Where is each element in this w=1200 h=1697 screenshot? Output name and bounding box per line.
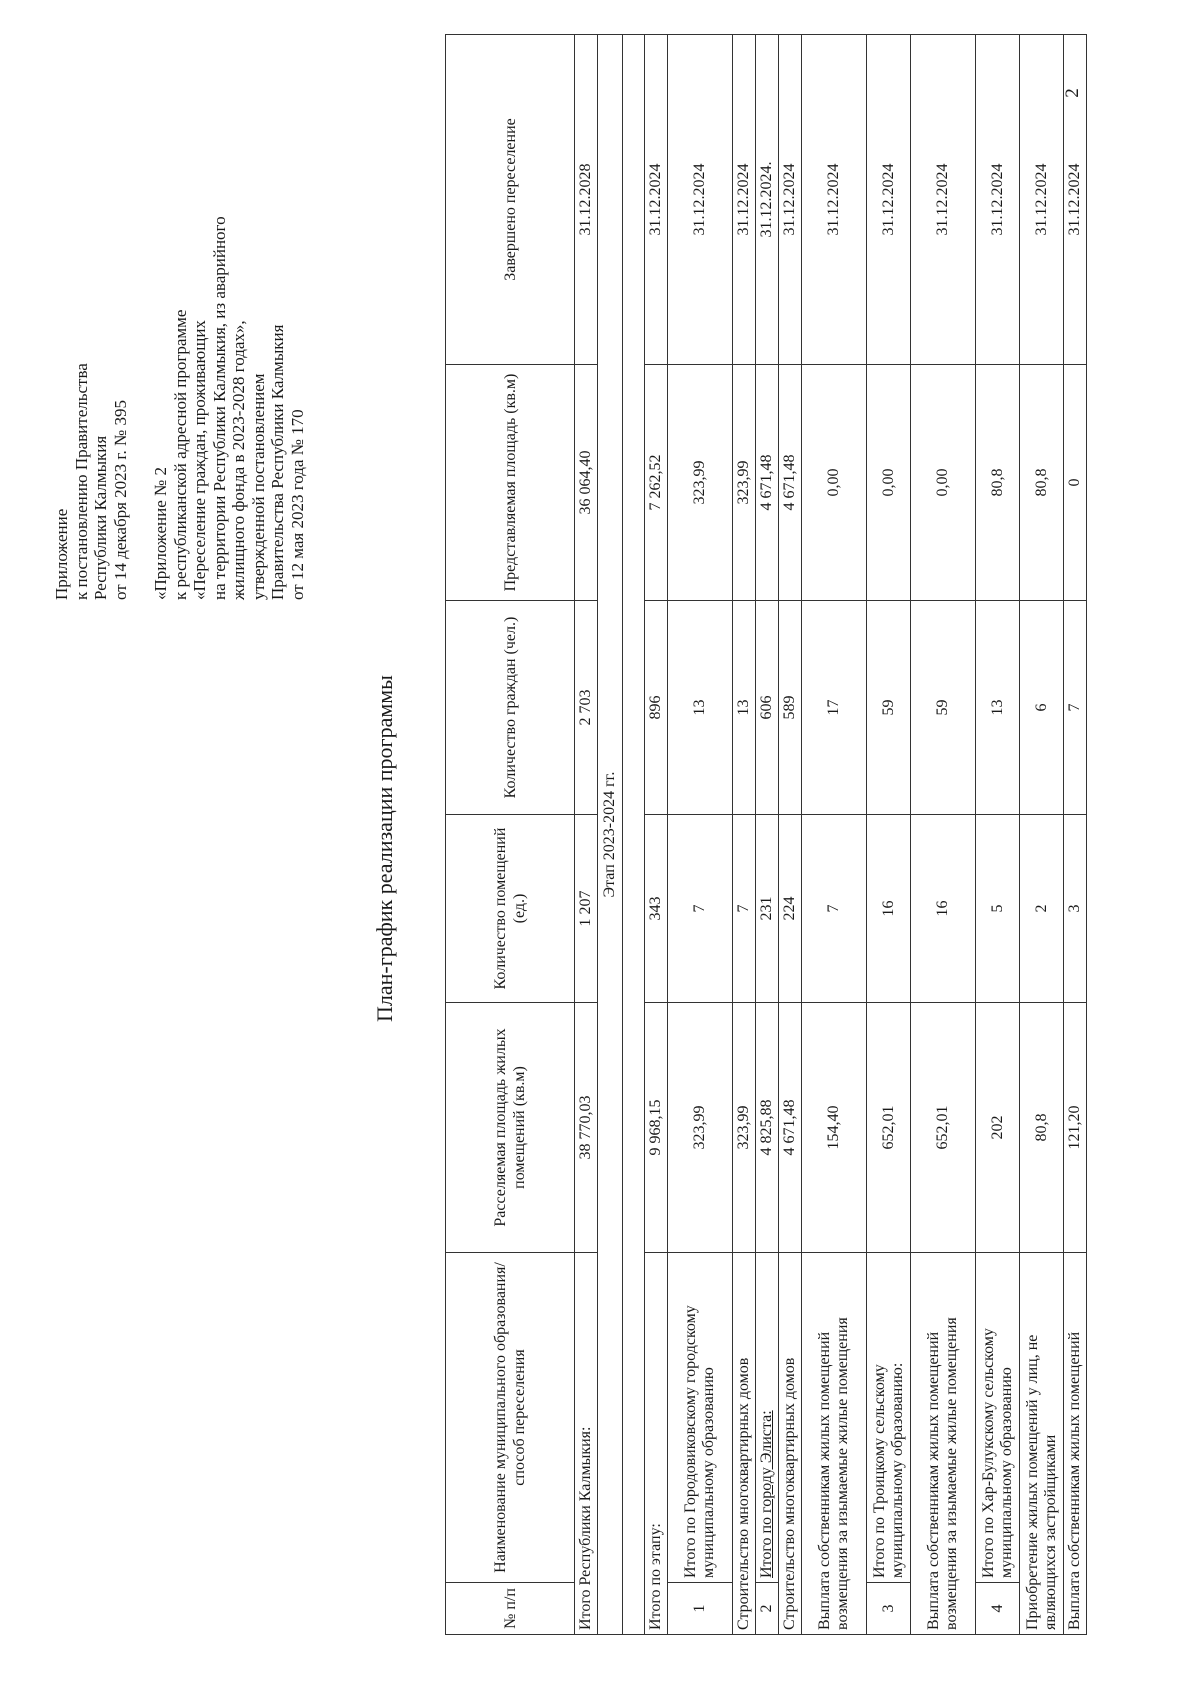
header-citizens: Количество граждан (чел.): [446, 601, 575, 815]
approval-line: от 14 декабря 2023 г. № 395: [110, 400, 130, 600]
page-number: 2: [1061, 88, 1083, 98]
table-row: [802, 35, 867, 1635]
row-area-resettled: 121,20: [1064, 1003, 1087, 1253]
row-name: Итого по Хар-Булукскому сельскому муниципальному образованию: [976, 1253, 1020, 1583]
row-completed: 31.12.2024: [867, 35, 911, 365]
row-area-resettled: 202: [976, 1003, 1020, 1253]
row-completed: 31.12.2024: [645, 35, 668, 365]
row-rooms: 343: [645, 815, 668, 1003]
row-citizens: 589: [779, 601, 802, 815]
approval-line: к постановлению Правительства: [71, 363, 91, 600]
approval-line: жилищного фонда в 2023-2028 годах»,: [229, 320, 248, 600]
stage-label: Этап 2023-2024 гг.: [598, 35, 623, 1635]
row-completed: 31.12.2024.: [756, 35, 779, 365]
row-area-resettled: 9 968,15: [645, 1003, 668, 1253]
row-area-provided: 80,8: [1020, 365, 1064, 601]
spacer-row: [623, 35, 645, 1635]
row-completed: 31.12.2024: [733, 35, 756, 365]
row-citizens: 13: [976, 601, 1020, 815]
row-citizens: 606: [756, 601, 779, 815]
row-name: Итого по этапу:: [645, 1253, 668, 1635]
header-name: Наименование муниципального образования/ способ переселения: [446, 1253, 575, 1583]
total-completed: 31.12.2028: [575, 35, 598, 365]
total-area-provided: 36 064,40: [575, 365, 598, 601]
row-completed: 31.12.2024: [1064, 35, 1087, 365]
table-row: [779, 35, 802, 1635]
table-row: [1064, 35, 1087, 1635]
row-num: 2: [756, 1583, 779, 1635]
row-completed: 31.12.2024: [802, 35, 867, 365]
row-rooms: 7: [802, 815, 867, 1003]
row-area-provided: 323,99: [668, 365, 733, 601]
total-area-resettled: 38 770,03: [575, 1003, 598, 1253]
row-citizens: 17: [802, 601, 867, 815]
row-num: 3: [867, 1583, 911, 1635]
row-name: Выплата собственникам жилых помещений возмещения за изымаемые жилые помещения: [911, 1253, 976, 1635]
total-rooms: 1 207: [575, 815, 598, 1003]
approval-block: [52, 40, 307, 600]
row-area-provided: 7 262,52: [645, 365, 668, 601]
approval-line: утвержденной постановлением: [248, 373, 268, 600]
approval-line: на территории Республики Калмыкия, из аварийного: [209, 216, 229, 600]
approval-line: «Переселение граждан, проживающих: [190, 320, 209, 600]
row-name: Строительство многоквартирных домов: [733, 1253, 756, 1635]
row-citizens: 59: [867, 601, 911, 815]
row-citizens: 13: [733, 601, 756, 815]
table-row: [976, 35, 1020, 1635]
table-row: [911, 35, 976, 1635]
document-title: План-график реализации программы: [372, 675, 397, 1022]
header-rooms: Количество помещений (ед.): [446, 815, 575, 1003]
table-row: [668, 35, 733, 1635]
row-area-resettled: 652,01: [911, 1003, 976, 1253]
row-area-provided: 4 671,48: [756, 365, 779, 601]
header-completed: Завершено переселение: [446, 35, 575, 365]
approval-line: от 12 мая 2023 года № 170: [287, 409, 307, 600]
row-area-resettled: 323,99: [668, 1003, 733, 1253]
row-rooms: 2: [1020, 815, 1064, 1003]
row-num: 1: [668, 1583, 733, 1635]
row-citizens: 7: [1064, 601, 1087, 815]
row-rooms: 5: [976, 815, 1020, 1003]
row-area-provided: 0,00: [867, 365, 911, 601]
total-name: Итого Республики Калмыкия:: [575, 1253, 598, 1635]
approval-line: Приложение: [52, 508, 71, 600]
table-header-row: [446, 35, 575, 1635]
plan-table: [445, 34, 1087, 1635]
row-completed: 31.12.2024: [911, 35, 976, 365]
header-num: № п/п: [446, 1583, 575, 1635]
row-rooms: 16: [867, 815, 911, 1003]
row-area-provided: 0,00: [911, 365, 976, 601]
approval-line: «Приложение № 2: [151, 467, 170, 600]
row-rooms: 224: [779, 815, 802, 1003]
table-row: [733, 35, 756, 1635]
row-area-resettled: 4 825,88: [756, 1003, 779, 1253]
row-citizens: 13: [668, 601, 733, 815]
row-citizens: 59: [911, 601, 976, 815]
approval-line: Правительства Республики Калмыкия: [268, 324, 287, 600]
table-row: [867, 35, 911, 1635]
row-area-resettled: 323,99: [733, 1003, 756, 1253]
row-rooms: 7: [668, 815, 733, 1003]
row-area-resettled: 80,8: [1020, 1003, 1064, 1253]
row-area-resettled: 4 671,48: [779, 1003, 802, 1253]
row-area-provided: 323,99: [733, 365, 756, 601]
row-name: Итого по городу Элиста:: [756, 1253, 779, 1583]
row-completed: 31.12.2024: [976, 35, 1020, 365]
row-completed: 31.12.2024: [668, 35, 733, 365]
table-row: [756, 35, 779, 1635]
row-area-provided: 0,00: [802, 365, 867, 601]
row-name: Выплата собственникам жилых помещений: [1064, 1253, 1087, 1635]
total-citizens: 2 703: [575, 601, 598, 815]
row-rooms: 16: [911, 815, 976, 1003]
row-completed: 31.12.2024: [1020, 35, 1064, 365]
row-rooms: 7: [733, 815, 756, 1003]
approval-line: к республиканской адресной программе: [170, 309, 190, 600]
row-area-provided: 80,8: [976, 365, 1020, 601]
row-area-resettled: 652,01: [867, 1003, 911, 1253]
row-citizens: 896: [645, 601, 668, 815]
approval-line: Республики Калмыкия: [91, 435, 110, 600]
stage-row: [598, 35, 623, 1635]
header-area-provided: Представляемая площадь (кв.м): [446, 365, 575, 601]
row-name: Выплата собственникам жилых помещений возмещения за изымаемые жилые помещения: [802, 1253, 867, 1635]
row-name: Приобретение жилых помещений у лиц, не являющихся застройщиками: [1020, 1253, 1064, 1635]
row-rooms: 231: [756, 815, 779, 1003]
row-area-resettled: 154,40: [802, 1003, 867, 1253]
header-area-resettled: Расселяемая площадь жилых помещений (кв.м): [446, 1003, 575, 1253]
table-row: [1020, 35, 1064, 1635]
row-completed: 31.12.2024: [779, 35, 802, 365]
total-row: [575, 35, 598, 1635]
row-name: Строительство многоквартирных домов: [779, 1253, 802, 1635]
row-num: 4: [976, 1583, 1020, 1635]
row-name: Итого по Троицкому сельскому муниципальному образованию:: [867, 1253, 911, 1583]
row-rooms: 3: [1064, 815, 1087, 1003]
row-area-provided: 0: [1064, 365, 1087, 601]
row-citizens: 6: [1020, 601, 1064, 815]
row-area-provided: 4 671,48: [779, 365, 802, 601]
table-row: [645, 35, 668, 1635]
row-name: Итого по Городовиковскому городскому муниципальному образованию: [668, 1253, 733, 1583]
